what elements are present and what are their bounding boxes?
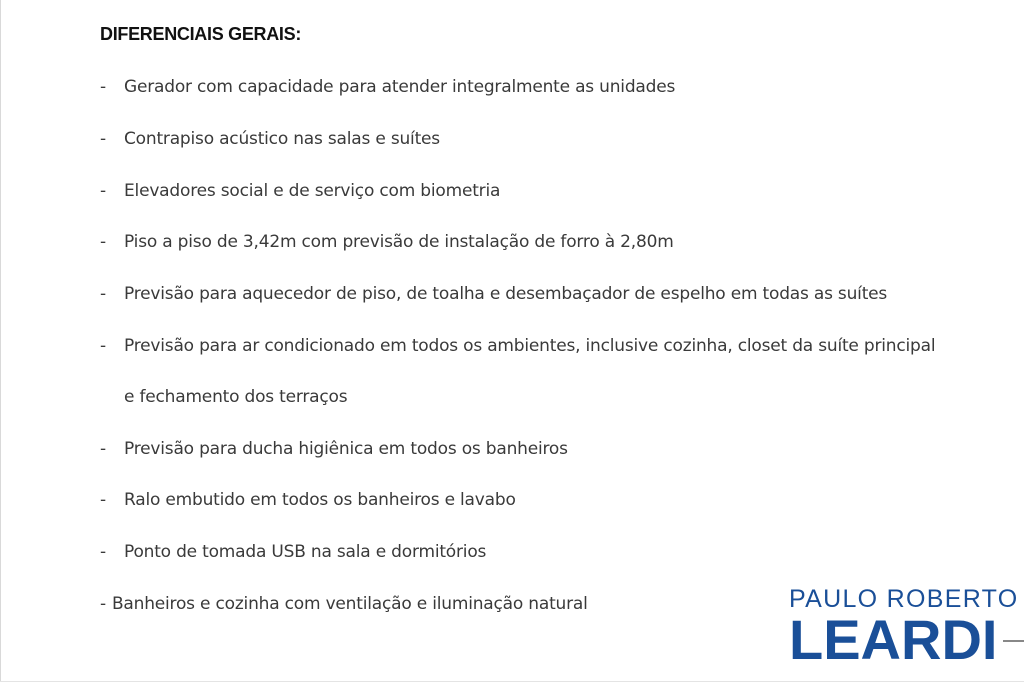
list-item: [100, 438, 568, 460]
bullet-dash: -: [100, 439, 106, 459]
list-item-text: e fechamento dos terraços: [124, 387, 348, 407]
list-item: [100, 180, 500, 202]
list-item: [100, 231, 674, 253]
bullet-dash: -: [100, 284, 106, 304]
list-item-text: Piso a piso de 3,42m com previsão de instalação de forro à 2,80m: [124, 232, 674, 252]
bullet-dash: -: [100, 77, 106, 97]
list-item: [100, 76, 675, 98]
brand-logo: [789, 585, 1019, 671]
bullet-dash: -: [100, 336, 106, 356]
list-item: [100, 489, 516, 511]
list-item-text: Previsão para aquecedor de piso, de toalha e desembaçador de espelho em todas as suítes: [124, 284, 888, 304]
bullet-dash: -: [100, 232, 106, 252]
bullet-dash: -: [100, 542, 106, 562]
list-item: [100, 335, 935, 357]
list-item: [100, 541, 486, 563]
bullet-dash: -: [100, 181, 106, 201]
list-item-text: Ponto de tomada USB na sala e dormitórios: [124, 542, 487, 562]
list-item-text: Contrapiso acústico nas salas e suítes: [124, 129, 440, 149]
list-item-continuation: [124, 386, 347, 408]
logo-line-1: PAULO ROBERTO: [789, 585, 1019, 613]
bullet-dash: -: [100, 594, 106, 614]
list-item-text: Ralo embutido em todos os banheiros e lavabo: [124, 490, 516, 510]
list-item-text: Previsão para ar condicionado em todos os ambientes, inclusive cozinha, closet da suíte principal: [124, 336, 936, 356]
logo-line-2: LEARDI: [789, 608, 998, 671]
list-item-text: Banheiros e cozinha com ventilação e iluminação natural: [111, 594, 588, 614]
page-left-border: [0, 0, 1, 682]
list-item-text: Gerador com capacidade para atender integralmente as unidades: [124, 77, 676, 97]
section-title: DIFERENCIAIS GERAIS:: [100, 24, 302, 44]
list-item-text: Previsão para ducha higiênica em todos os banheiros: [124, 439, 568, 459]
bullet-dash: -: [100, 129, 106, 149]
bullet-dash: -: [100, 490, 106, 510]
logo-divider: [1003, 640, 1024, 642]
list-item: [100, 283, 887, 305]
list-item-text: Elevadores social e de serviço com biometria: [124, 181, 501, 201]
list-item: [100, 593, 588, 615]
list-item: [100, 128, 440, 150]
